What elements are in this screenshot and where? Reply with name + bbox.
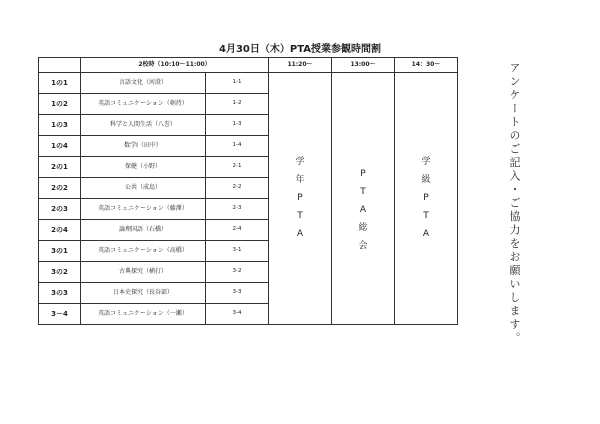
pta-general-char: A (359, 205, 367, 215)
class-pta-cell (395, 73, 458, 325)
room-cell: 2-2 (206, 178, 269, 199)
room-cell: 2-1 (206, 157, 269, 178)
pta-general-char: 会 (358, 241, 368, 251)
room-cell: 3-3 (206, 283, 269, 304)
class-cell: 2の1 (39, 157, 81, 178)
class-cell: 3－4 (39, 304, 81, 325)
class-cell: 1の3 (39, 115, 81, 136)
grade-pta-char: T (297, 211, 303, 221)
subject-cell: 公共（成島） (81, 178, 206, 199)
class-cell: 3の1 (39, 241, 81, 262)
room-cell: 3-4 (206, 304, 269, 325)
subject-cell: 数学Ⅰ（田中） (81, 136, 206, 157)
header-time-1300: 13:00～ (332, 58, 395, 73)
class-cell: 3の2 (39, 262, 81, 283)
table-row (39, 73, 458, 94)
pta-general-char: P (360, 169, 366, 179)
room-cell: 3-1 (206, 241, 269, 262)
header-blank (39, 58, 81, 73)
room-cell: 2-4 (206, 220, 269, 241)
grade-pta-char: 年 (295, 175, 305, 185)
grade-pta-char: P (297, 193, 303, 203)
class-pta-char: 学 (421, 157, 431, 167)
subject-cell: 英語コミュニケーション（藤澤） (81, 199, 206, 220)
subject-cell: 科学と人間生活（八巻） (81, 115, 206, 136)
schedule-table (38, 57, 458, 325)
pta-general-char: T (360, 187, 366, 197)
class-cell: 1の4 (39, 136, 81, 157)
room-cell: 1-4 (206, 136, 269, 157)
class-cell: 3の3 (39, 283, 81, 304)
class-cell: 2の2 (39, 178, 81, 199)
header-time-1430: 14：30～ (395, 58, 458, 73)
room-cell: 1-1 (206, 73, 269, 94)
subject-cell: 言語文化（河澄） (81, 73, 206, 94)
class-cell: 1の2 (39, 94, 81, 115)
document-title: 4月30日（木）PTA授業参観時間割 (219, 44, 381, 55)
header-row (39, 58, 458, 73)
subject-cell: 古典探究（横打） (81, 262, 206, 283)
header-period-2: 2校時（10:10～11:00） (81, 58, 269, 73)
class-pta-char: P (423, 193, 429, 203)
grade-pta-cell (269, 73, 332, 325)
subject-cell: 論理国語（石橋） (81, 220, 206, 241)
class-cell: 2の4 (39, 220, 81, 241)
room-cell: 2-3 (206, 199, 269, 220)
subject-cell: 英語コミュニケーション（剣持） (81, 94, 206, 115)
subject-cell: 保健（小野） (81, 157, 206, 178)
class-pta-char: A (422, 229, 430, 239)
pta-general-meeting-cell (332, 73, 395, 325)
grade-pta-char: A (296, 229, 304, 239)
class-pta-char: 級 (421, 175, 431, 185)
room-cell: 1-2 (206, 94, 269, 115)
subject-cell: 英語コミュニケーション（高橋） (81, 241, 206, 262)
class-cell: 1の1 (39, 73, 81, 94)
room-cell: 1-3 (206, 115, 269, 136)
subject-cell: 日本史探究（長谷部） (81, 283, 206, 304)
class-cell: 2の3 (39, 199, 81, 220)
subject-cell: 英語コミュニケーション（一瀬） (81, 304, 206, 325)
room-cell: 3-2 (206, 262, 269, 283)
survey-request-note: アンケートのご記入・ご協力をお願いします。 (508, 62, 521, 346)
header-time-1120: 11:20～ (269, 58, 332, 73)
grade-pta-char: 学 (295, 157, 305, 167)
pta-general-char: 総 (358, 223, 368, 233)
class-pta-char: T (423, 211, 429, 221)
